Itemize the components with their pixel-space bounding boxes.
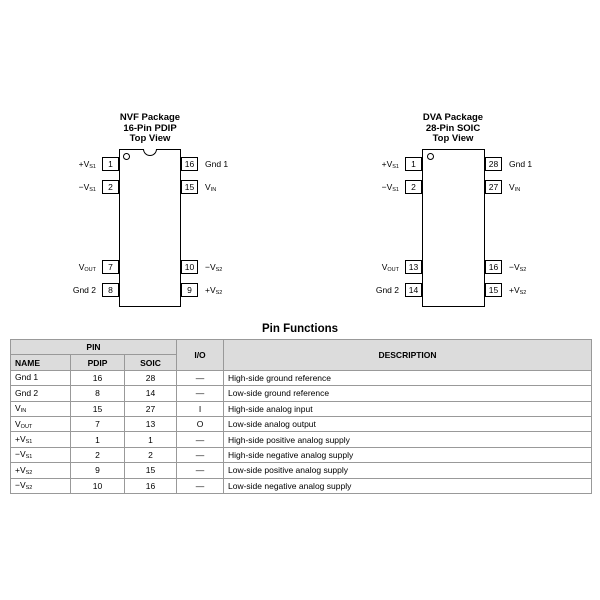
header-soic: SOIC <box>125 355 177 370</box>
package-view: Top View <box>432 133 474 144</box>
cell-description: High-side negative analog supply <box>224 447 592 462</box>
pin-label: $-V_{S1}$ <box>78 182 96 193</box>
cell-soic: 28 <box>125 370 177 385</box>
pin-label: $-V_{S2}$ <box>509 262 527 273</box>
cell-name: $-V_{S2}$ <box>11 478 71 493</box>
cell-name: Gnd 2 <box>11 386 71 401</box>
cell-soic: 27 <box>125 401 177 416</box>
package-view: Top View <box>129 133 171 144</box>
pin-label: Gnd 1 <box>509 159 533 169</box>
pin-number: 1 <box>102 157 119 171</box>
pin-label: $+V_{S2}$ <box>509 285 527 296</box>
pin-label: $+V_{S1}$ <box>381 159 399 170</box>
pin-label: $V_{IN}$ <box>205 182 217 193</box>
pin-label: $V_{IN}$ <box>509 182 521 193</box>
cell-name: $V_{IN}$ <box>11 401 71 416</box>
pin-number: 16 <box>181 157 198 171</box>
package-name: DVA Package <box>422 112 484 123</box>
cell-name: Gnd 1 <box>11 370 71 385</box>
pin-number: 27 <box>485 180 502 194</box>
pin-label: Gnd 1 <box>205 159 229 169</box>
package-title <box>373 113 533 145</box>
header-pdip: PDIP <box>71 355 125 370</box>
package-notch <box>143 149 157 156</box>
cell-pdip: 9 <box>71 463 125 478</box>
pin-number: 2 <box>405 180 422 194</box>
pin-number: 15 <box>181 180 198 194</box>
header-pin: PIN <box>11 340 177 355</box>
header-description: DESCRIPTION <box>224 340 592 371</box>
cell-description: High-side analog input <box>224 401 592 416</box>
pin-label: $+V_{S2}$ <box>205 285 223 296</box>
pin-label: $V_{OUT}$ <box>78 262 96 273</box>
cell-pdip: 16 <box>71 370 125 385</box>
pin-number: 14 <box>405 283 422 297</box>
cell-io: — <box>177 386 224 401</box>
cell-soic: 13 <box>125 416 177 431</box>
pin-number: 1 <box>405 157 422 171</box>
pin-number: 15 <box>485 283 502 297</box>
pin-label: $+V_{S1}$ <box>78 159 96 170</box>
cell-description: Low-side analog output <box>224 416 592 431</box>
pin-number: 10 <box>181 260 198 274</box>
pin-functions-table <box>10 339 592 494</box>
cell-io: — <box>177 432 224 447</box>
cell-pdip: 1 <box>71 432 125 447</box>
cell-description: High-side ground reference <box>224 370 592 385</box>
cell-soic: 14 <box>125 386 177 401</box>
cell-name: $+V_{S1}$ <box>11 432 71 447</box>
table-row <box>11 463 592 478</box>
cell-soic: 15 <box>125 463 177 478</box>
cell-description: Low-side negative analog supply <box>224 478 592 493</box>
pin-label: Gnd 2 <box>72 285 96 295</box>
pin-label: Gnd 2 <box>375 285 399 295</box>
cell-pdip: 2 <box>71 447 125 462</box>
cell-soic: 16 <box>125 478 177 493</box>
header-name: NAME <box>11 355 71 370</box>
pin-number: 13 <box>405 260 422 274</box>
ic-body <box>119 149 181 307</box>
cell-name: $V_{OUT}$ <box>11 416 71 431</box>
table-title: Pin Functions <box>261 323 339 335</box>
cell-io: — <box>177 463 224 478</box>
cell-io: — <box>177 447 224 462</box>
package-pin-count: 28-Pin SOIC <box>425 122 481 134</box>
cell-description: High-side positive analog supply <box>224 432 592 447</box>
cell-soic: 2 <box>125 447 177 462</box>
cell-soic: 1 <box>125 432 177 447</box>
cell-pdip: 8 <box>71 386 125 401</box>
pin-number: 2 <box>102 180 119 194</box>
cell-description: Low-side ground reference <box>224 386 592 401</box>
table-row <box>11 386 592 401</box>
cell-pdip: 15 <box>71 401 125 416</box>
header-io: I/O <box>177 340 224 371</box>
package-name: NVF Package <box>119 112 181 123</box>
cell-pdip: 10 <box>71 478 125 493</box>
pin-label: $-V_{S1}$ <box>381 182 399 193</box>
cell-description: Low-side positive analog supply <box>224 463 592 478</box>
cell-pdip: 7 <box>71 416 125 431</box>
cell-io: I <box>177 401 224 416</box>
cell-name: $-V_{S1}$ <box>11 447 71 462</box>
cell-io: — <box>177 370 224 385</box>
pin1-indicator <box>123 153 130 160</box>
cell-io: — <box>177 478 224 493</box>
table-row <box>11 432 592 447</box>
pin1-indicator <box>427 153 434 160</box>
cell-name: $+V_{S2}$ <box>11 463 71 478</box>
table-row <box>11 478 592 493</box>
pin-number: 7 <box>102 260 119 274</box>
pin-label: $V_{OUT}$ <box>381 262 399 273</box>
package-title <box>70 113 230 145</box>
pin-number: 8 <box>102 283 119 297</box>
table-row <box>11 447 592 462</box>
ic-body <box>422 149 485 307</box>
table-row <box>11 401 592 416</box>
pin-number: 28 <box>485 157 502 171</box>
package-pin-count: 16-Pin PDIP <box>123 122 177 134</box>
pin-label: $-V_{S2}$ <box>205 262 223 273</box>
cell-io: O <box>177 416 224 431</box>
pin-number: 16 <box>485 260 502 274</box>
pin-number: 9 <box>181 283 198 297</box>
table-row <box>11 416 592 431</box>
table-row <box>11 370 592 385</box>
